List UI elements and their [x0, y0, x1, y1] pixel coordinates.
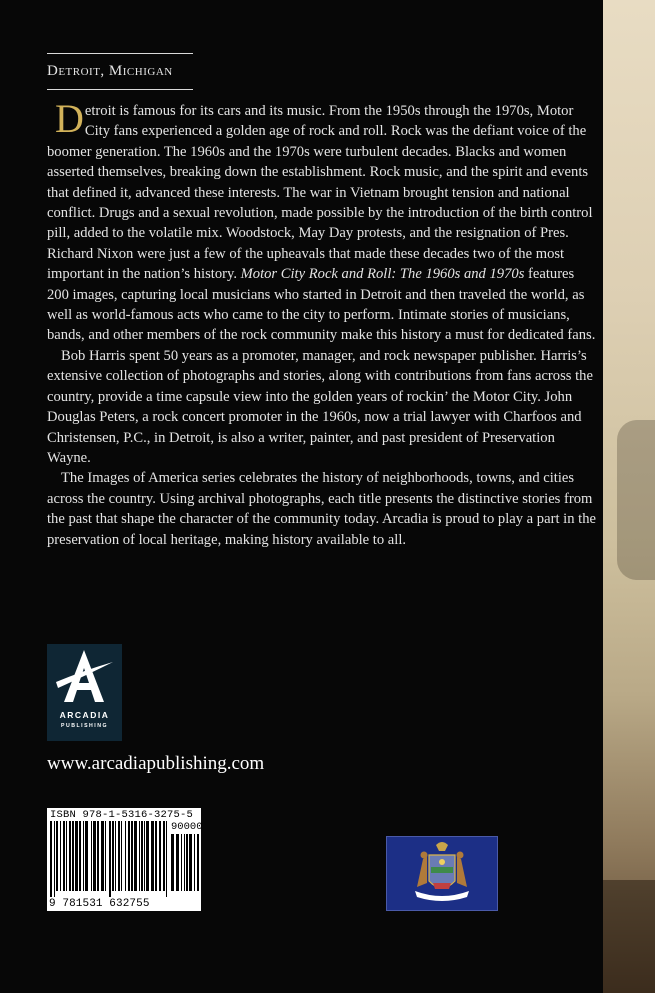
barcode-bar	[79, 821, 81, 891]
barcode-bars	[50, 821, 168, 897]
barcode-bar	[163, 821, 165, 891]
barcode-bar	[63, 821, 65, 891]
paragraph-text: features 200 images, capturing local musicians who started in Detroit and then traveled the world, as well as world-famous acts who came to the city to perform. Intimate stories of musicians, bands, and other members of the rock community make this history a must for dedicated fans.	[47, 266, 596, 344]
photo-shadow	[603, 880, 655, 993]
price-code: 90000	[171, 821, 203, 833]
barcode-bar	[171, 834, 174, 891]
barcode-bar	[139, 821, 140, 891]
book-title: Motor City Rock and Roll: The 1960s and 1970s	[240, 266, 525, 283]
arcadia-a-icon	[47, 644, 122, 710]
barcode-bar	[146, 821, 149, 891]
photo-shadow	[617, 420, 655, 580]
divider-rule	[47, 89, 193, 90]
barcode-bar	[93, 821, 96, 891]
barcode-bar	[56, 821, 58, 891]
barcode-bar	[60, 821, 61, 891]
description-paragraph: The Images of America series celebrates the history of neighborhoods, towns, and cities across the country. Using archival photographs, each title presents the distinctive stories from the past that shape the character of the community today. Arcadia is proud to play a part in the preservation of local heritage, making history available to all.	[47, 470, 596, 548]
barcode-bar	[50, 821, 52, 897]
barcode-bar	[144, 821, 145, 891]
paragraph-text: etroit is famous for its cars and its music. From the 1950s through the 1970s, Motor City fans experienced a golden age of rock and roll. Rock was the defiant voice of the boomer generation. The 1960s and the 1970s were turbulent decades. Blacks and women asserted themselves, breaking down the establishment. Rock music, and the spirit and events that defined it, advanced these interests. The war in Vietnam brought tension and national conflict. Drugs and a sexual revolution, made possible by the introduction of the birth control pill, added to the volatile mix. Woodstock, May Day protests, and the resignation of Pres. Richard Nixon were just a few of the upheavals that made these decades two of the most important in the nation’s history.	[47, 103, 593, 283]
barcode-bar	[91, 821, 92, 891]
barcode-bar	[66, 821, 67, 891]
isbn-barcode	[47, 808, 201, 911]
barcode-bar	[121, 821, 122, 891]
divider-rule	[47, 53, 193, 54]
barcode-bar	[159, 821, 161, 891]
barcode-bar	[151, 821, 154, 891]
barcode-bar	[112, 821, 114, 891]
barcode-bar	[125, 821, 126, 891]
drop-cap: D	[55, 96, 84, 141]
barcode-bar	[181, 834, 182, 891]
michigan-flag-icon	[386, 836, 498, 911]
barcode-bar	[155, 821, 157, 891]
arcadia-logo	[47, 644, 122, 741]
barcode-bar	[128, 821, 130, 891]
description-paragraph	[47, 96, 596, 346]
cover-photo-edge	[603, 0, 655, 993]
barcode-bar	[176, 834, 179, 891]
barcode-digits: 9 781531 632755	[49, 898, 150, 910]
barcode-bar	[69, 821, 71, 891]
barcode-bar	[97, 821, 99, 891]
logo-subname: PUBLISHING	[61, 723, 108, 729]
barcode-bar	[186, 834, 188, 891]
state-seal-icon	[387, 837, 497, 910]
barcode-bar	[166, 821, 167, 897]
barcode-bar	[189, 834, 192, 891]
book-description	[47, 96, 596, 550]
barcode-bar	[194, 834, 195, 891]
barcode-bar	[75, 821, 78, 891]
description-paragraph: Bob Harris spent 50 years as a promoter, manager, and rock newspaper publisher. Harris’s extensive collection of photographs and stories, along with contributions from fans across the country, provide a time capsule view into the golden years of rockin’ the Motor City. John Douglas Peters, a rock concert promoter in the 1960s, now a trial lawyer with Charfoos and Christensen, P.C., in Detroit, is also a writer, painter, and past president of Preservation Wayne.	[47, 347, 593, 466]
barcode-bar	[109, 821, 111, 897]
barcode-bar	[134, 821, 137, 891]
barcode-bar	[101, 821, 104, 891]
barcode-bar	[118, 821, 120, 891]
barcode-bar	[131, 821, 133, 891]
barcode-bar	[197, 834, 199, 891]
barcode-bar	[54, 821, 55, 897]
barcode-bar	[83, 821, 84, 891]
publisher-website: www.arcadiapublishing.com	[47, 753, 265, 774]
barcode-bar	[72, 821, 74, 891]
barcode-bar	[141, 821, 143, 891]
barcode-bar	[105, 821, 106, 891]
barcode-bar	[115, 821, 116, 891]
addon-barcode-bars	[171, 834, 199, 897]
isbn-number: ISBN 978-1-5316-3275-5	[50, 809, 194, 821]
location-heading: Detroit, Michigan	[47, 63, 173, 79]
barcode-bar	[184, 834, 185, 891]
logo-name: ARCADIA	[59, 710, 110, 720]
barcode-bar	[85, 821, 88, 891]
